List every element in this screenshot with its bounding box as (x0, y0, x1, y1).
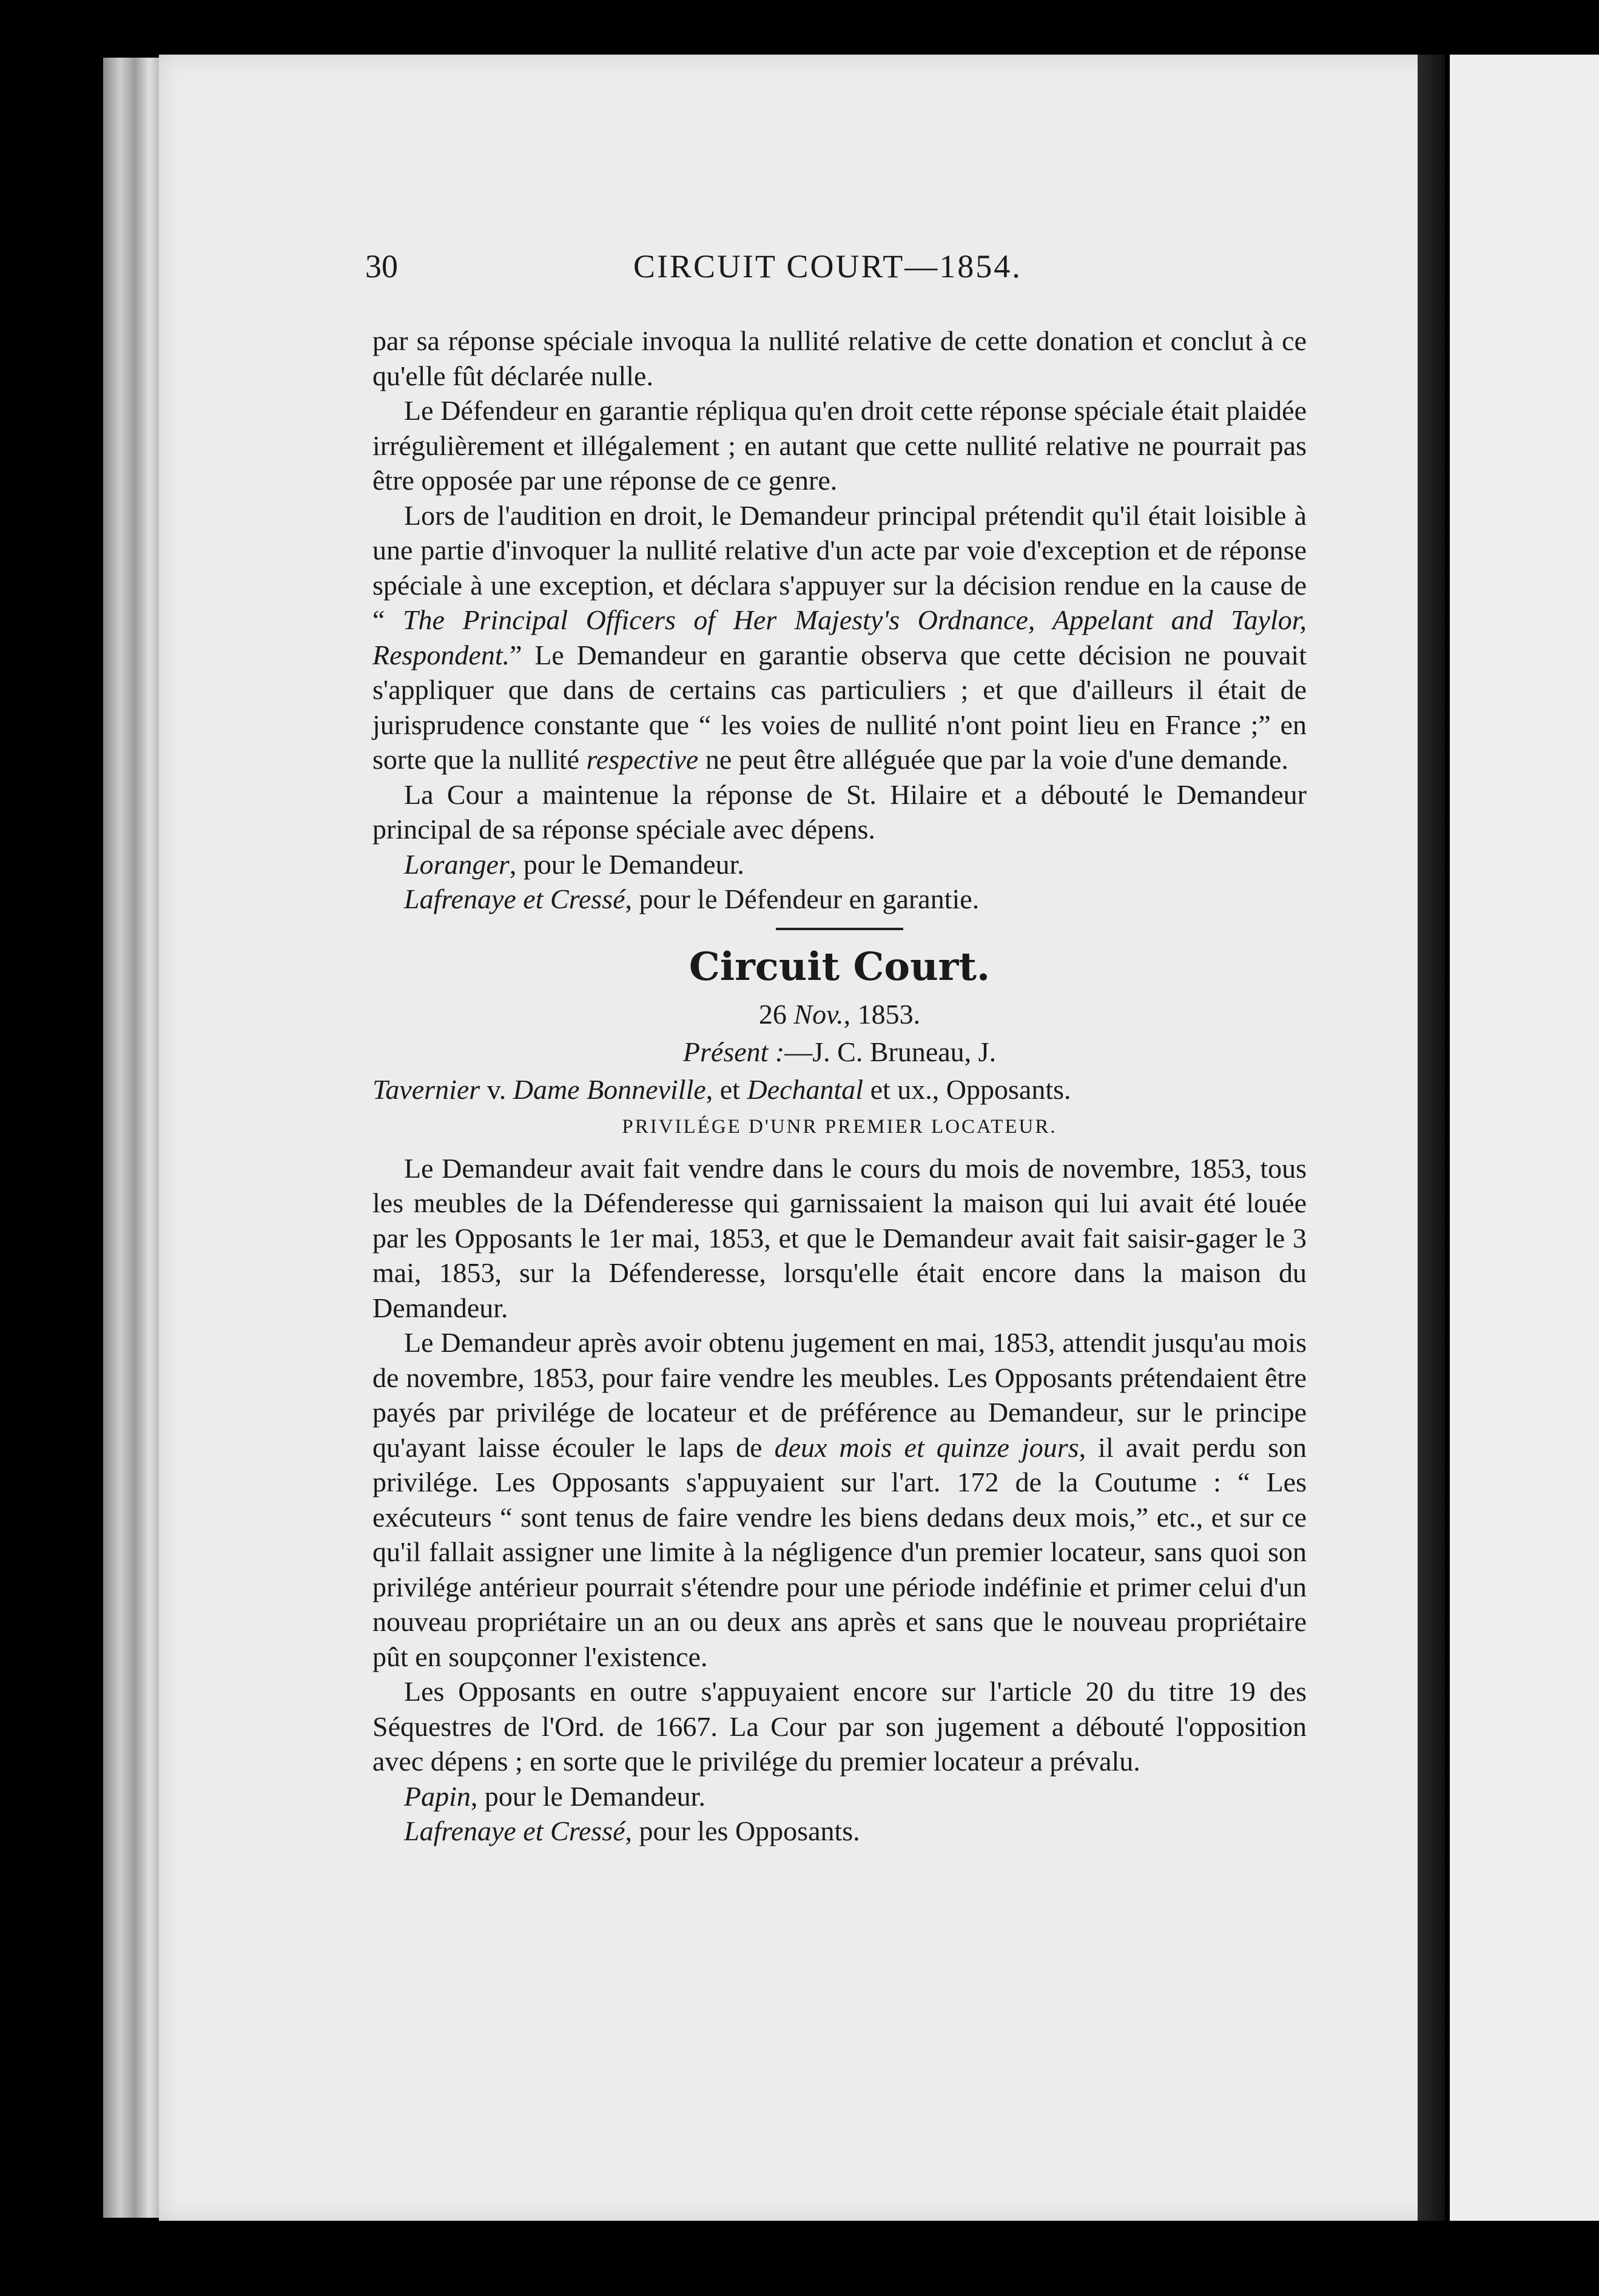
case1-paragraph-4: La Cour a maintenue la réponse de St. Hilaire et a débouté le Demandeur principal de sa réponse spéciale avec dépens. (372, 778, 1307, 845)
counsel-role: , pour le Demandeur. (470, 1780, 705, 1812)
case1-p3-text-c: ne peut être alléguée que par la voie d'une demande. (698, 744, 1288, 775)
case2-p2-emphasis: deux mois et quinze jours (774, 1431, 1079, 1463)
versus: v. (480, 1073, 513, 1105)
date-year: , 1853. (843, 998, 921, 1030)
case1-paragraph-1: par sa réponse spéciale invoqua la nullité relative de cette donation et conclut à ce qu'elle fût déclarée nulle. (372, 325, 1307, 391)
page-number: 30 (365, 248, 398, 285)
counsel-role: , pour le Défendeur en garantie. (625, 883, 980, 914)
present-judge: —J. C. Bruneau, J. (784, 1036, 997, 1067)
case1-paragraph-2: Le Défendeur en garantie répliqua qu'en droit cette réponse spéciale était plaidée irrégulièrement et illégalement ; en autant que cette nullité relative ne pourrait pas être opposée par une réponse de ce genre. (372, 395, 1307, 496)
case-caption (372, 1071, 1307, 1109)
case1-p3-text-a: Lors de l'audition en droit, le Demandeur principal prétendit qu'il était loisible à une partie d'invoquer la nullité relative d'un acte par voie d'exception et de réponse spéciale à une exception, et déclara s'appuyer sur la décision rendue en la cause de “ (372, 499, 1307, 635)
case2-counsel-plaintiff (372, 1779, 1307, 1814)
case1-counsel-defendant (372, 882, 1307, 917)
counsel-name: Papin (404, 1780, 471, 1812)
conjunction: , et (705, 1073, 747, 1105)
facing-page (1450, 55, 1599, 2221)
date-month: Nov. (793, 998, 844, 1030)
counsel-role: , pour les Opposants. (625, 1815, 860, 1846)
case2-paragraph-3: Les Opposants en outre s'appuyaient encore sur l'article 20 du titre 19 des Séquestres de l'Ord. de 1667. La Cour par son jugement a débouté l'opposition avec dépens ; en sorte que le privilége du premier locateur a prévalu. (372, 1676, 1307, 1777)
present-label: Présent : (682, 1036, 785, 1067)
case2-p2-text-a: Le Demandeur après avoir obtenu jugement en mai, 1853, attendit jusqu'au mois de novembre, 1853, pour faire vendre les meubles. Les Opposants prétendaient être payés par privilége de locateur et de préférence au Demandeur, sur le principe qu'ayant laisse écouler le laps de (372, 1327, 1307, 1463)
book-gutter (1418, 55, 1445, 2221)
date-day: 26 (758, 998, 794, 1030)
case1-p3-text-b: ” Le Demandeur en garantie observa que cette décision ne pouvait s'appliquer que dans de certains cas particuliers ; et que d'ailleurs il était de jurisprudence constante que “ les voies de nullité n'ont point lieu en France ;” en sorte que la nullité (372, 639, 1307, 775)
present-line (372, 1033, 1307, 1071)
counsel-name: Loranger (404, 848, 510, 880)
case1-p3-emphasis: respective (586, 744, 699, 775)
court-title: Circuit Court. (688, 944, 991, 990)
running-title: CIRCUIT COURT—1854. (633, 248, 1022, 285)
case2-paragraph-1: Le Demandeur avait fait vendre dans le cours du mois de novembre, 1853, tous les meubles de la Défenderesse qui garnissaient la maison qui lui avait été louée par les Opposants le 1er mai, 1853, et que le Demandeur avait fait saisir-gager le 3 mai, 1853, sur la Défenderesse, lorsqu'elle était encore dans la maison du Demandeur. (372, 1152, 1307, 1323)
case-date (372, 996, 1307, 1033)
page-stack-edge (103, 58, 161, 2218)
case2-counsel-opposants (372, 1814, 1307, 1849)
opposants-label: et ux., Opposants. (863, 1073, 1071, 1105)
cited-case: The Principal Officers of Her Majesty's Ordnance, Appelant and Taylor, Respondent. (372, 604, 1307, 670)
counsel-name: Lafrenaye et Cressé (404, 883, 625, 914)
section-divider (776, 928, 903, 930)
case2-paragraph-2 (372, 1325, 1307, 1674)
counsel-role: , pour le Demandeur. (509, 848, 744, 880)
text-block (372, 323, 1307, 1849)
counsel-name: Lafrenaye et Cressé (404, 1815, 625, 1846)
party-opposant: Dechantal (747, 1073, 864, 1105)
party-plaintiff: Tavernier (372, 1073, 480, 1105)
case1-counsel-plaintiff (372, 847, 1307, 882)
case1-paragraph-3 (372, 498, 1307, 777)
case-subject: PRIVILÉGE D'UNR PREMIER LOCATEUR. (622, 1115, 1057, 1138)
party-defendant: Dame Bonneville (513, 1073, 706, 1105)
case2-p2-text-b: , il avait perdu son privilége. Les Opposants s'appuyaient sur l'art. 172 de la Coutume : “ Les exécuteurs “ sont tenus de faire vendre les biens dedans deux mois,” etc., et sur ce qu'il fallait assigner une limite à la négligence d'un premier locateur, sans quoi son privilége antérieur pourrait s'étendre pour une période indéfinie et primer celui d'un nouveau propriétaire un an ou deux ans après et sans que le nouveau propriétaire pût en soupçonner l'existence. (372, 1431, 1307, 1672)
page-content (207, 248, 1307, 1846)
running-header (207, 248, 1307, 302)
